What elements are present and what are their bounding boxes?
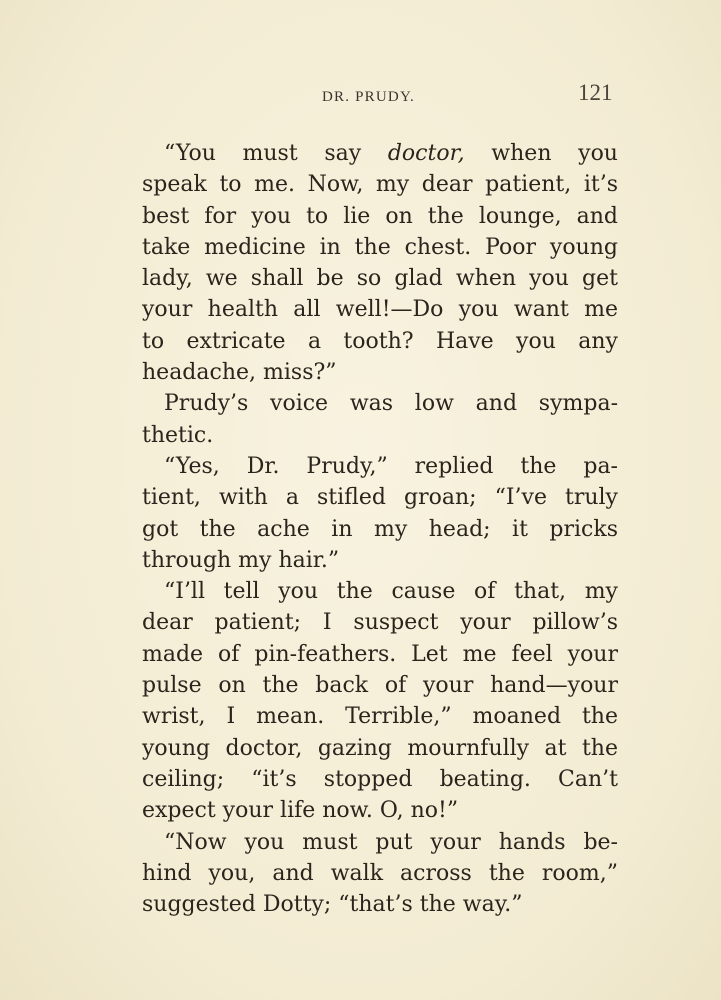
text-segment: when you — [464, 141, 618, 166]
text-line: suggested Dotty; “that’s the way.” — [142, 892, 523, 918]
text-line: wrist, I mean. Terrible,” moaned the — [142, 704, 618, 730]
page-header — [0, 80, 721, 114]
text-line: take medicine in the chest. Poor young — [142, 234, 618, 260]
text-line: best for you to lie on the lounge, and — [142, 203, 618, 229]
text-line: your health all well!—Do you want me — [142, 297, 618, 323]
italic-word: doctor, — [387, 141, 465, 166]
text-line: tient, with a stifled groan; “I’ve truly — [142, 485, 618, 511]
text-line: Prudy’s voice was low and sympa- — [164, 391, 618, 417]
text-line: got the ache in my head; it pricks — [142, 516, 618, 542]
text-line: ceiling; “it’s stopped beating. Can’t — [142, 766, 618, 792]
text-line: through my hair.” — [142, 547, 340, 573]
text-line: pulse on the back of your hand—your — [142, 673, 618, 699]
text-line: “I’ll tell you the cause of that, my — [164, 579, 618, 605]
text-line: made of pin-feathers. Let me feel your — [142, 641, 618, 667]
text-line: expect your life now. O, no!” — [142, 798, 459, 824]
text-line: speak to me. Now, my dear patient, it’s — [142, 172, 618, 198]
body-text — [142, 138, 618, 920]
text-line: hind you, and walk across the room,” — [142, 860, 618, 886]
text-line: dear patient; I suspect your pillow’s — [142, 610, 618, 636]
text-line: lady, we shall be so glad when you get — [142, 266, 618, 292]
text-line — [142, 138, 618, 169]
text-line: headache, miss?” — [142, 360, 337, 386]
text-line: thetic. — [142, 422, 214, 448]
text-line: to extricate a tooth? Have you any — [142, 328, 618, 354]
text-line: young doctor, gazing mournfully at the — [142, 735, 618, 761]
text-line: “Yes, Dr. Prudy,” replied the pa- — [164, 453, 618, 479]
page-number: 121 — [578, 80, 613, 105]
running-head: DR. PRUDY. — [322, 89, 415, 105]
text-segment: “You must say — [164, 141, 388, 166]
text-line: “Now you must put your hands be- — [164, 829, 618, 855]
